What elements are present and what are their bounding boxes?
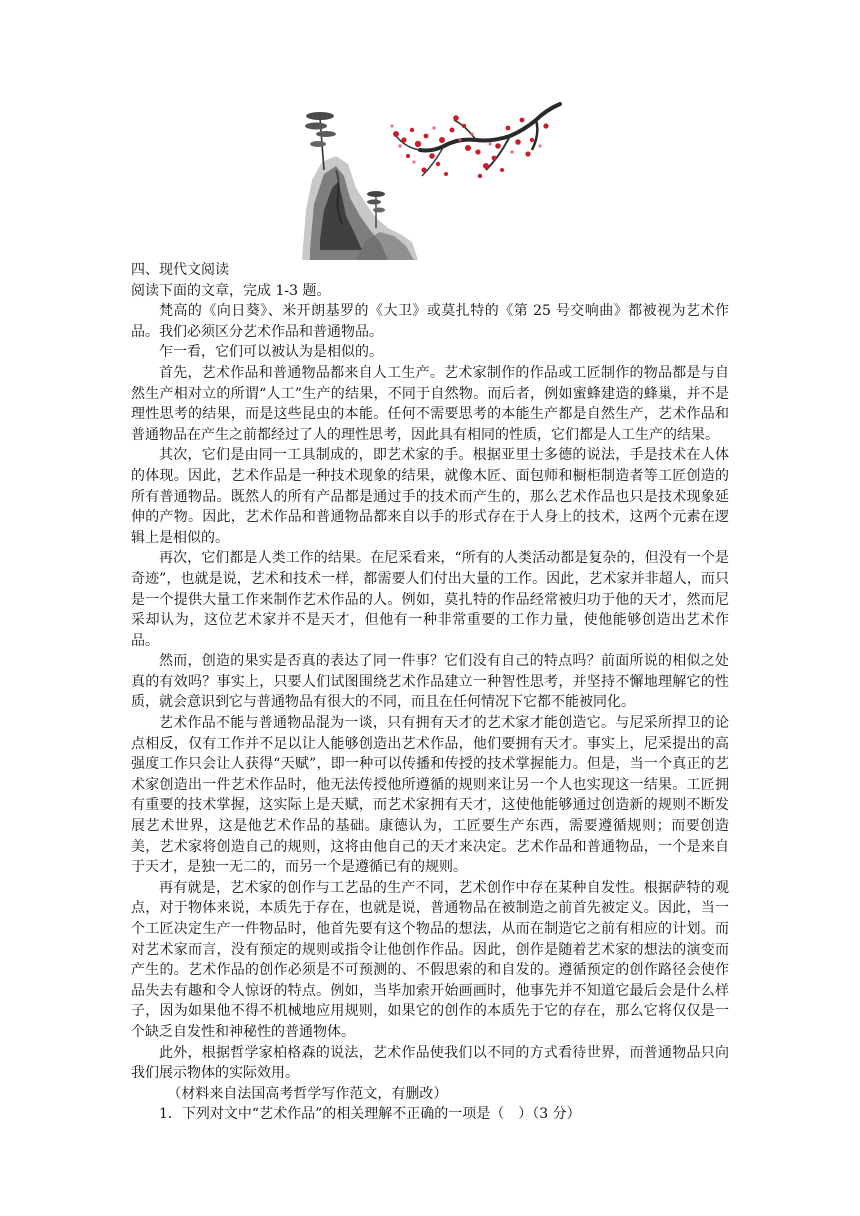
source-note: （材料来自法国高考哲学写作范文，有删改）	[167, 1085, 448, 1102]
question-1: 1．下列对文中“艺术作品”的相关理解不正确的一项是（ ）（3 分）	[159, 1106, 581, 1123]
section-heading: 四、现代文阅读	[131, 262, 229, 278]
article-paragraph: 再次，它们都是人类工作的结果。在尼采看来，“所有的人类活动都是复杂的，但没有一个是奇迹”，也就是说，艺术和技术一样，都需要人们付出大量的工作。因此，艺术家并非超人，而只是一个提供大量工作来制作艺术作品的人。例如，莫扎特的作品经常被归功于他的天才，然而尼采却认为，这位艺术家并不是天才，但他有一种非常重要的工作力量，使他能够创造出艺术作品。	[131, 550, 729, 649]
plum-blossom-branch-icon	[390, 104, 560, 178]
article-paragraph: 梵高的《向日葵》、米开朗基罗的《大卫》或莫扎特的《第 25 号交响曲》都被视为艺术作品。我们必须区分艺术作品和普通物品。	[131, 303, 729, 340]
reading-instruction: 阅读下面的文章，完成 1-3 题。	[131, 282, 331, 299]
article-paragraph: 其次，它们是由同一工具制成的，即艺术家的手。根据亚里士多德的说法，手是技术在人体的体现。因此，艺术作品是一种技术现象的结果，就像木匠、面包师和橱柜制造者等工匠创造的所有普通物品。既然人的所有产品都是通过手的技术而产生的，那么艺术作品也只是技术现象延伸的产物。因此，艺术作品和普通物品都来自以手的形式存在于人身上的技术，这两个元素在逻辑上是相似的。	[131, 447, 729, 546]
article-paragraph: 艺术作品不能与普通物品混为一谈，只有拥有天才的艺术家才能创造它。与尼采所捍卫的论点相反，仅有工作并不足以让人能够创造出艺术作品，他们要拥有天才。事实上，尼采提出的高强度工作只会让人获得“天赋”，即一种可以传播和传授的技术掌握能力。但是，当一个真正的艺术家创造出一件艺术作品时，他无法传授他所遵循的规则来让另一个人也实现这一结果。工匠拥有重要的技术掌握，这实际上是天赋，而艺术家拥有天才，这使他能够通过创造新的规则不断发展艺术世界，这是他艺术作品的基础。康德认为，工匠要生产东西，需要遵循规则；而要创造美，艺术家将创造自己的规则，这将由他自己的天才来决定。艺术作品和普通物品，一个是来自于天才，是独一无二的，而另一个是遵循已有的规则。	[131, 715, 729, 876]
ink-mountain-icon	[302, 156, 418, 260]
article-paragraph: 此外，根据哲学家柏格森的说法，艺术作品使我们以不同的方式看待世界，而普通物品只向我们展示物体的实际效用。	[131, 1044, 729, 1082]
article-paragraph: 然而，创造的果实是否真的表达了同一件事？它们没有自己的特点吗？前面所说的相似之处真的有效吗？事实上，只要人们试图围绕艺术作品建立一种智性思考，并坚持不懈地理解它的性质，就会意识到它与普通物品有很大的不同，而且在任何情况下它都不能被同化。	[131, 653, 729, 711]
article-text	[131, 260, 729, 1125]
article-paragraph: 首先，艺术作品和普通物品都来自人工生产。艺术家制作的作品或工匠制作的物品都是与自然生产相对立的所谓“人工”生产的结果，不同于自然物。而后者，例如蜜蜂建造的蜂巢，并不是理性思考的结果，而是这些昆虫的本能。任何不需要思考的本能生产都是自然生产，艺术作品和普通物品在产生之前都经过了人的理性思考，因此具有相同的性质，它们都是人工生产的结果。	[131, 364, 729, 443]
article-paragraph: 再有就是，艺术家的创作与工艺品的生产不同，艺术创作中存在某种自发性。根据萨特的观点，对于物体来说，本质先于存在，也就是说，普通物品在被制造之前首先被定义。因此，当一个工匠决定生产一件物品时，他首先要有这个物品的想法，从而在制造它之前有相应的计划。而对艺术家而言，没有预定的规则或指令让他创作作品。因此，创作是随着艺术家的想法的演变而产生的。艺术作品的创作必须是不可预测的、不假思索的和自发的。遵循预定的创作路径会使作品失去有趣和令人惊讶的特点。例如，当毕加索开始画画时，他事先并不知道它最后会是什么样子，因为如果他不得不机械地应用规则，如果它的创作的本质先于它的存在，那么它将仅仅是一个缺乏自发性和神秘性的普通物体。	[131, 879, 729, 1040]
article-paragraph: 乍一看，它们可以被认为是相似的。	[159, 344, 383, 361]
ink-painting-illustration	[296, 100, 562, 260]
